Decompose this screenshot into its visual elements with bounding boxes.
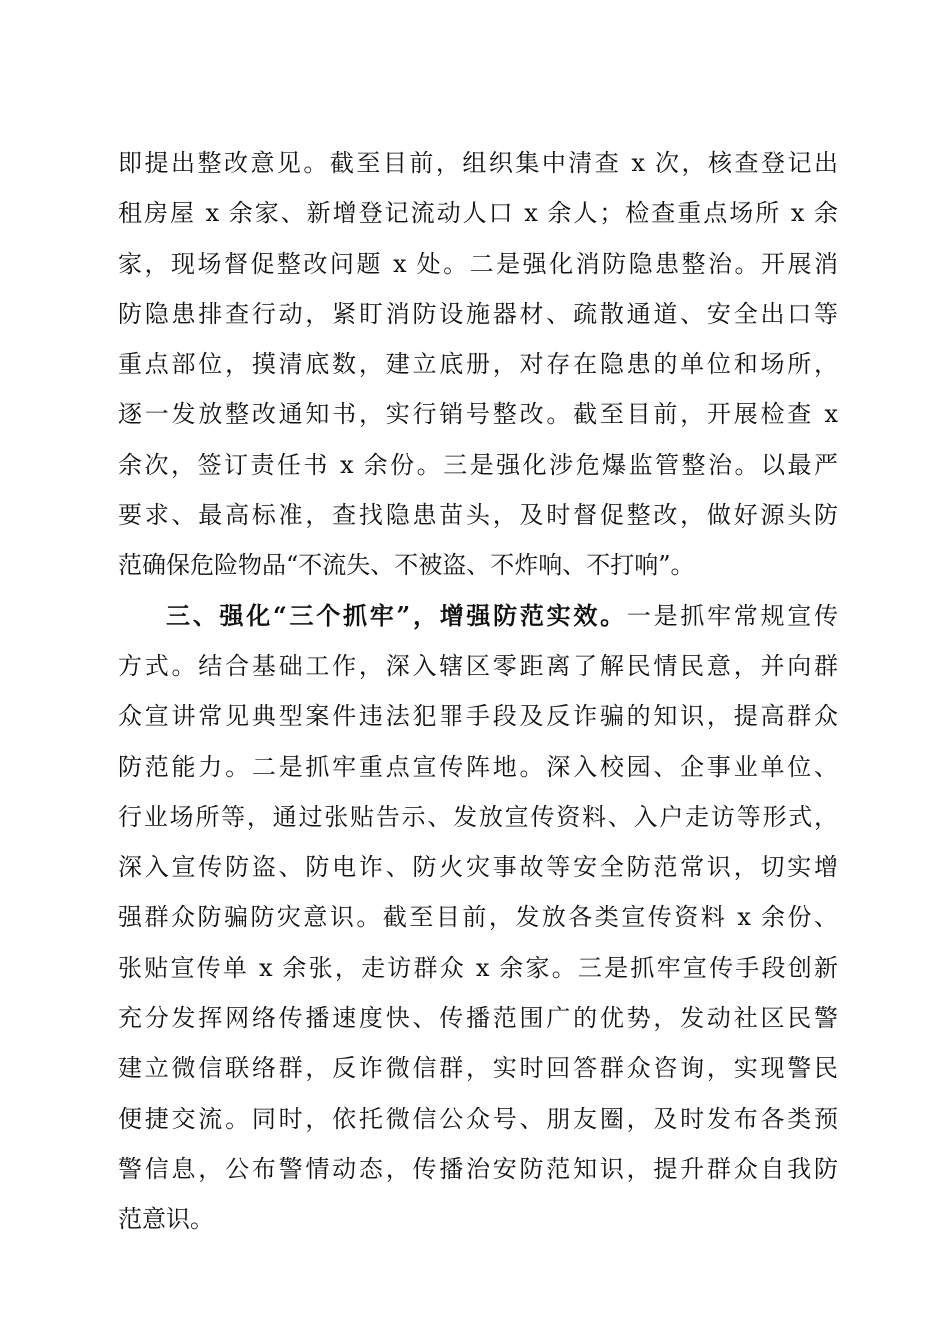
text-line: 逐一发放整改通知书，实行销号整改。截至目前，开展检查 x	[118, 400, 838, 429]
text-line: 即提出整改意见。截至目前，组织集中清查 x 次，核查登记出	[118, 149, 838, 177]
text-line: 警信息，公布警情动态，传播治安防范知识，提升群众自我防	[118, 1154, 838, 1183]
text-line: 众宣讲常见典型案件违法犯罪手段及反诈骗的知识，提高群众	[118, 702, 838, 731]
text-line: 防隐患排查行动，紧盯消防设施器材、疏散通道、安全出口等	[118, 299, 838, 328]
text-line: 余次，签订责任书 x 余份。三是强化涉危爆监管整治。以最严	[118, 450, 838, 479]
text-line: 方式。结合基础工作，深入辖区零距离了解民情民意，并向群	[118, 651, 838, 680]
text-line: 重点部位，摸清底数，建立底册，对存在隐患的单位和场所，	[118, 350, 838, 379]
text-line: 防范能力。二是抓牢重点宣传阵地。深入校园、企事业单位、	[118, 752, 838, 781]
text-line: 建立微信联络群，反诈微信群，实时回答群众咨询，实现警民	[118, 1054, 838, 1083]
text-line: 家，现场督促整改问题 x 处。二是强化消防隐患整治。开展消	[118, 249, 838, 278]
text-line: 便捷交流。同时，依托微信公众号、朋友圈，及时发布各类预	[118, 1104, 838, 1133]
section-first-line-rest: 一是抓牢常规宣传	[626, 601, 838, 630]
text-line: 范意识。	[118, 1205, 214, 1234]
section-three-first-line	[118, 591, 838, 641]
text-line: 张贴宣传单 x 余张，走访群众 x 余家。三是抓牢宣传手段创新	[118, 953, 838, 982]
text-line: 行业场所等，通过张贴告示、发放宣传资料、入户走访等形式，	[118, 802, 838, 831]
text-line: 充分发挥网络传播速度快、传播范围广的优势，发动社区民警	[118, 1004, 838, 1033]
section-heading: 三、强化“三个抓牢”，增强防范实效。	[166, 600, 627, 630]
text-line: 租房屋 x 余家、新增登记流动人口 x 余人；检查重点场所 x 余	[118, 199, 838, 228]
text-line: 强群众防骗防灾意识。截至目前，发放各类宣传资料 x 余份、	[118, 903, 838, 932]
text-line: 深入宣传防盗、防电诈、防火灾事故等安全防范常识，切实增	[118, 853, 838, 882]
text-line: 要求、最高标准，查找隐患苗头，及时督促整改，做好源头防	[118, 501, 838, 530]
body-text	[118, 138, 838, 1245]
text-line: 范确保危险物品“不流失、不被盗、不炸响、不打响”。	[118, 551, 695, 580]
